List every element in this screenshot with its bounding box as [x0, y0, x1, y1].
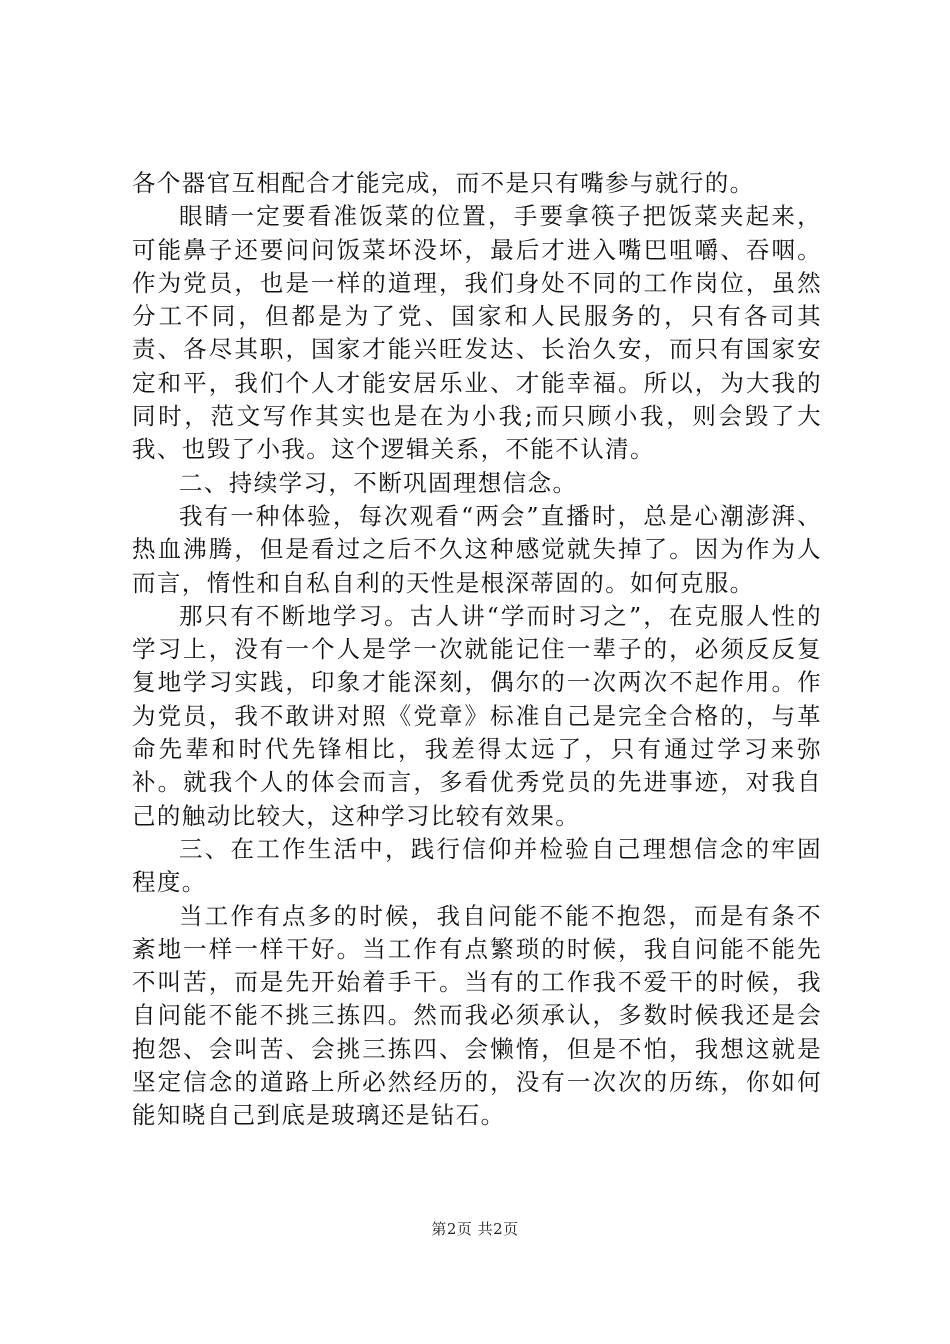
section-heading-three: 三、在工作生活中，践行信仰并检验自己理想信念的牢固程度。 [132, 834, 822, 897]
paragraph-two-sessions: 我有一种体验，每次观看“两会”直播时，总是心潮澎湃、热血沸腾，但是看过之后不久这种感觉就失掉了。因为作为人而言，惰性和自私自利的天性是根深蒂固的。如何克服。 [132, 501, 822, 597]
paragraph-work-practice: 当工作有点多的时候，我自问能不能不抱怨，而是有条不紊地一样一样干好。当工作有点繁琐的时候，我自问能不能先不叫苦，而是先开始着手干。当有的工作我不爱干的时候，我自问能不能不挑三拣四。然而我必须承认，多数时候我还是会抱怨、会叫苦、会挑三拣四、会懒惰，但是不怕，我想这就是坚定信念的道路上所必然经历的，没有一次次的历练，你如何能知晓自己到底是玻璃还是钻石。 [132, 901, 822, 1130]
paragraph-organs-analogy: 眼睛一定要看准饭菜的位置，手要拿筷子把饭菜夹起来，可能鼻子还要问问饭菜坏没坏，最后才进入嘴巴咀嚼、吞咽。作为党员，也是一样的道理，我们身处不同的工作岗位，虽然分工不同，但都是为了党、国家和人民服务的，只有各司其责、各尽其职，国家才能兴旺发达、长治久安，而只有国家安定和平，我们个人才能安居乐业、才能幸福。所以，为大我的同时，范文写作其实也是在为小我;而只顾小我，则会毁了大我、也毁了小我。这个逻辑关系，不能不认清。 [132, 202, 822, 464]
page-number-footer: 第2页 共2页 [431, 1220, 519, 1238]
document-body [132, 167, 822, 1133]
paragraph-continuation: 各个器官互相配合才能完成，而不是只有嘴参与就行的。 [132, 169, 755, 197]
section-heading-two: 二、持续学习，不断巩固理想信念。 [179, 468, 578, 497]
paragraph-continuous-learning: 那只有不断地学习。古人讲“学而时习之”，在克服人性的学习上，没有一个人是学一次就能记住一辈子的，必须反反复复地学习实践，印象才能深刻，偶尔的一次两次不起作用。作为党员，我不敢讲对照《党章》标准自己是完全合格的，与革命先辈和时代先锋相比，我差得太远了，只有通过学习来弥补。就我个人的体会而言，多看优秀党员的先进事迹，对我自己的触动比较大，这种学习比较有效果。 [132, 601, 822, 830]
